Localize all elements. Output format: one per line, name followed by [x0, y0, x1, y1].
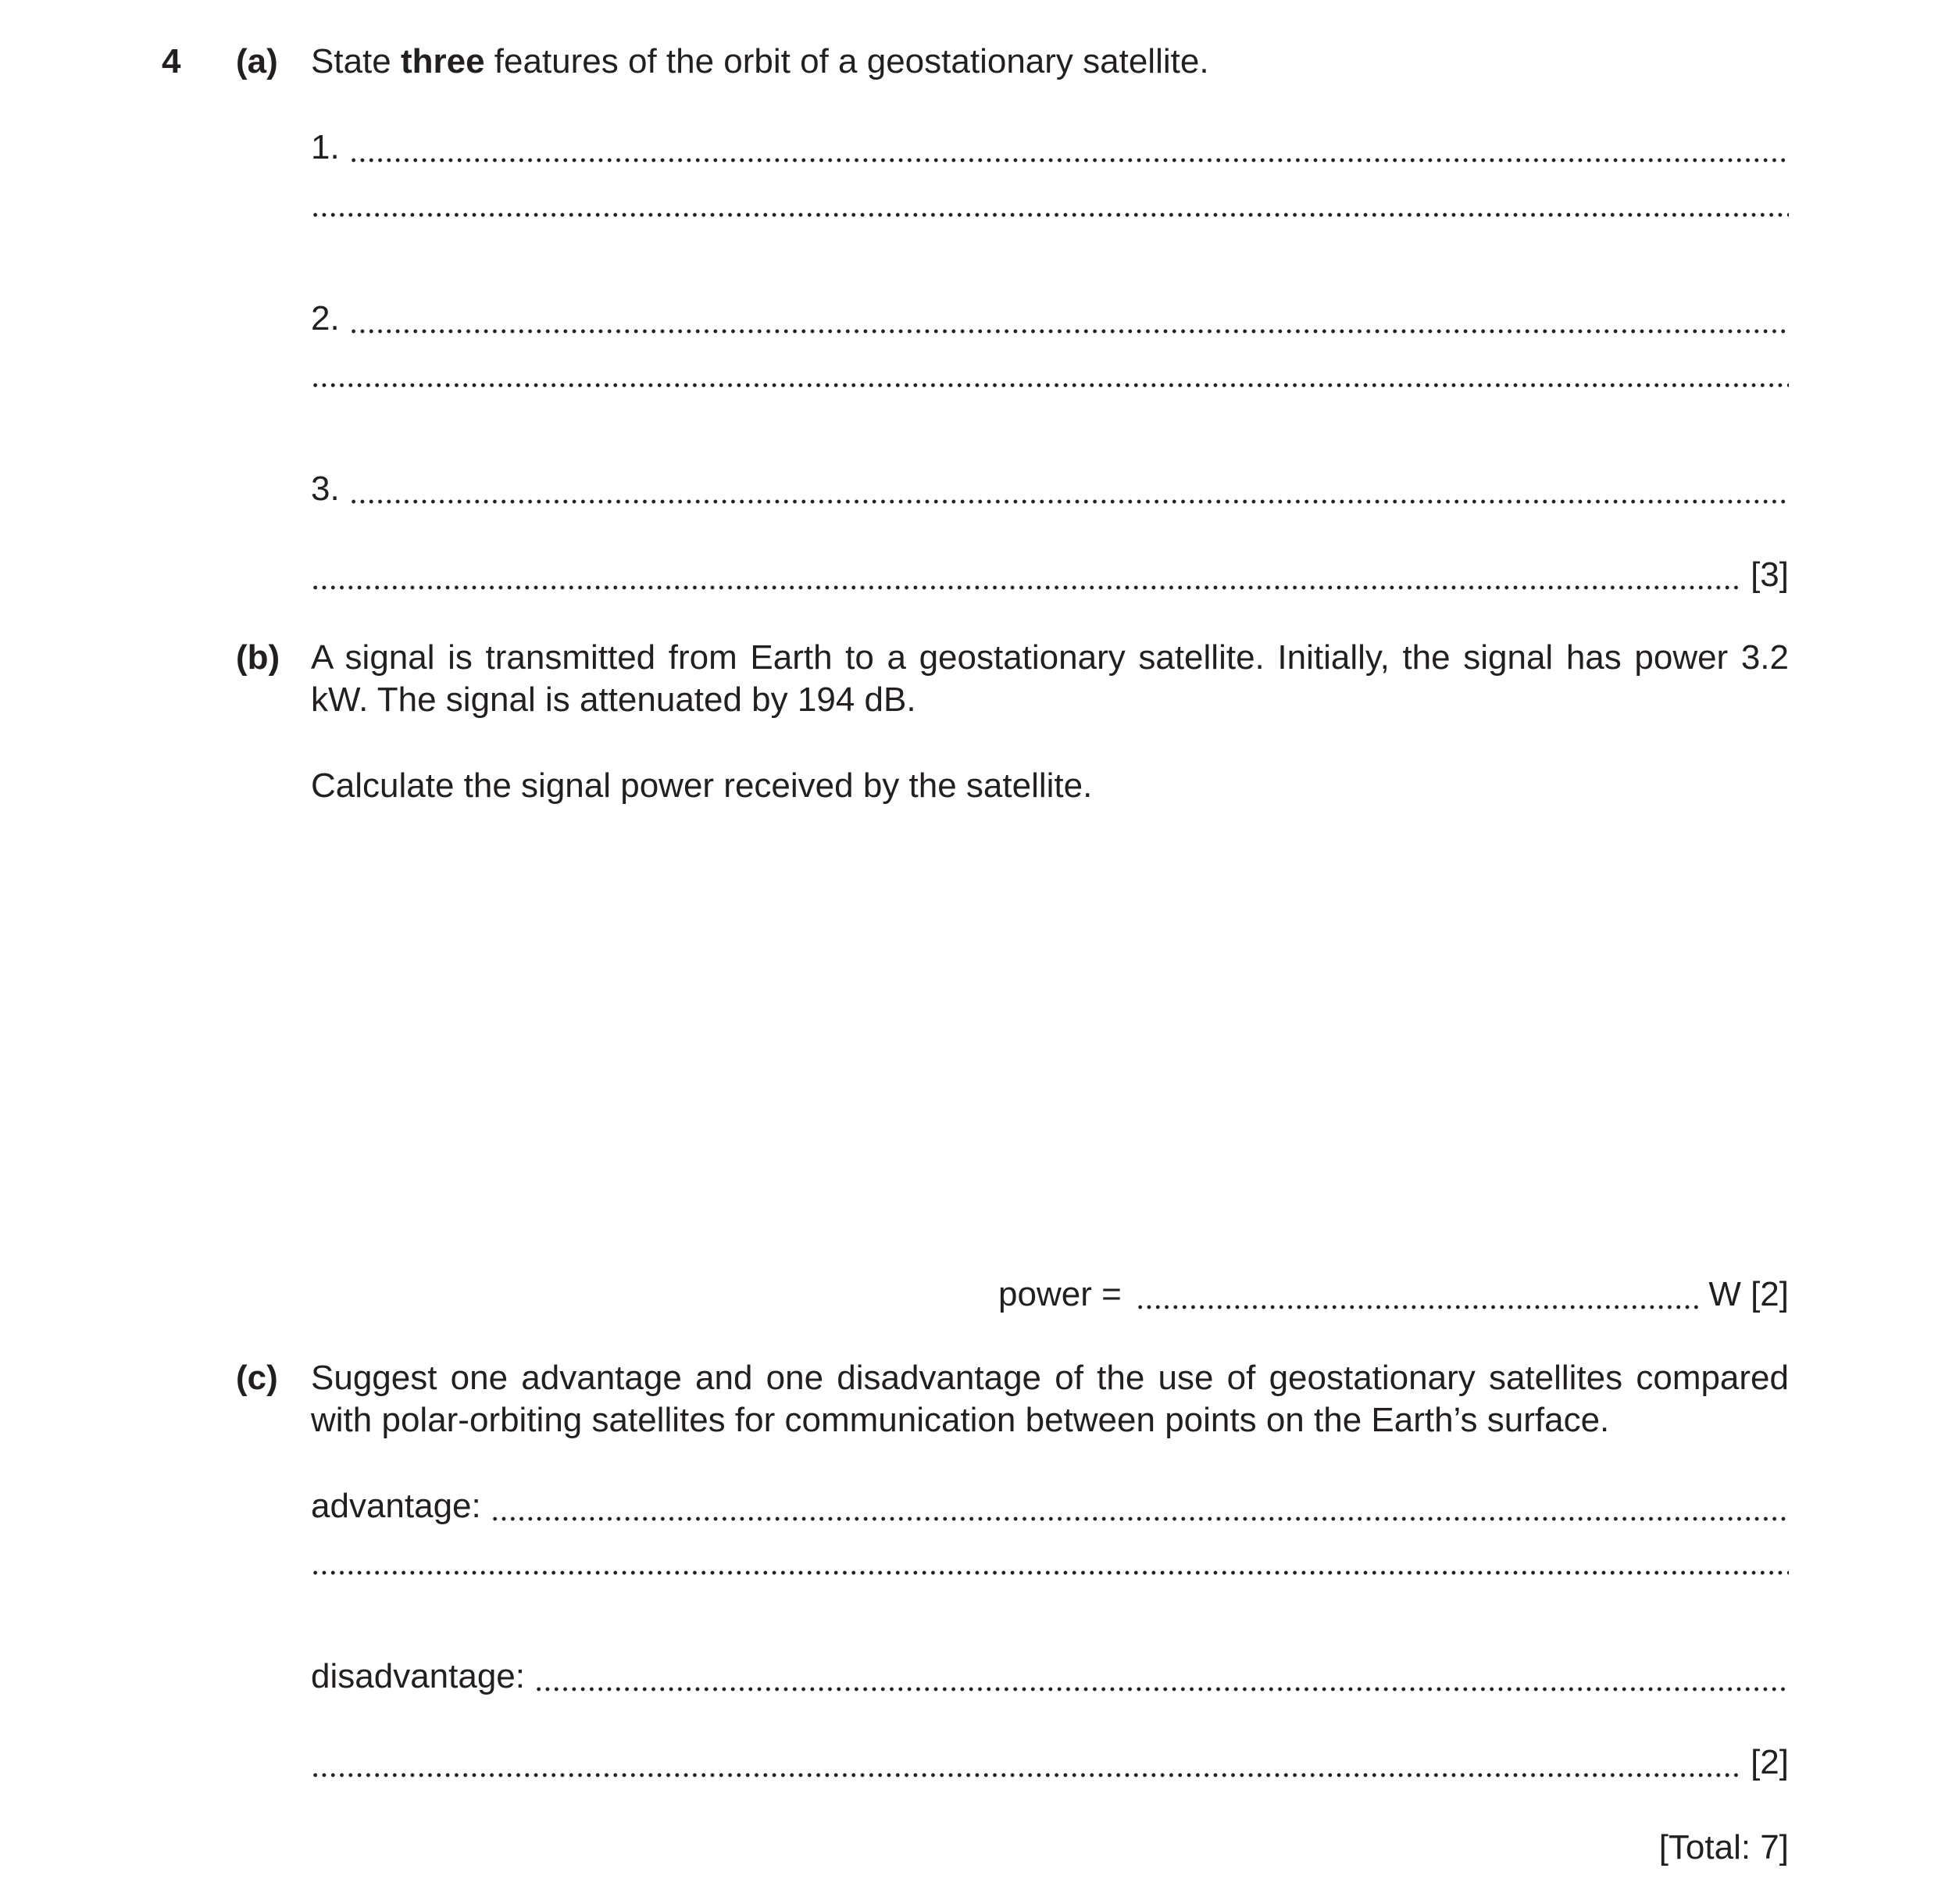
total-marks: [Total: 7] — [1658, 1828, 1789, 1866]
part-a-stem — [311, 41, 1789, 83]
part-a-stem-post: features of the orbit of a geostationary satellite. — [484, 42, 1209, 80]
answer-line-a3-cont[interactable] — [311, 554, 1789, 596]
dotted-line — [311, 585, 1743, 590]
disadvantage-label: disadvantage: — [311, 1657, 525, 1695]
part-a-stem-bold: three — [400, 42, 485, 80]
dotted-line — [1136, 1305, 1701, 1309]
answer-line-a2[interactable] — [311, 298, 1789, 340]
answer-line-a1[interactable] — [311, 127, 1789, 169]
answer-line-a1-cont[interactable] — [311, 213, 1789, 223]
answer-line-a3[interactable] — [311, 468, 1789, 510]
dotted-line — [491, 1516, 1789, 1521]
dotted-line — [349, 329, 1789, 334]
disadvantage-line-cont[interactable] — [311, 1741, 1789, 1784]
disadvantage-line[interactable] — [311, 1656, 1789, 1698]
part-a-marks: [3] — [1751, 555, 1789, 594]
part-c-label: (c) — [236, 1359, 278, 1397]
part-c-stem: Suggest one advantage and one disadvantage of the use of geostationary satellites compared with polar-orbiting satellites for communication between points on the Earth’s surface. — [311, 1359, 1789, 1439]
dotted-line — [349, 499, 1789, 504]
dotted-line — [349, 158, 1789, 163]
answer-prefix-2: 2. — [311, 299, 340, 338]
part-b-instruction: Calculate the signal power received by the satellite. — [311, 766, 1093, 805]
advantage-label: advantage: — [311, 1487, 481, 1525]
part-b-label: (b) — [236, 638, 280, 677]
question-number: 4 — [162, 42, 181, 80]
power-answer-line[interactable] — [998, 1274, 1789, 1316]
dotted-line — [311, 1570, 1789, 1575]
advantage-line[interactable] — [311, 1485, 1789, 1527]
power-label: power = — [998, 1275, 1122, 1313]
dotted-line — [534, 1687, 1789, 1691]
dotted-line — [311, 383, 1789, 388]
part-b-stem: A signal is transmitted from Earth to a geostationary satellite. Initially, the signal has power 3.2 kW. The signal is attenuated by 194 dB. — [311, 638, 1789, 719]
power-unit-marks: W [2] — [1708, 1275, 1789, 1313]
dotted-line — [311, 1773, 1743, 1777]
dotted-line — [311, 213, 1789, 217]
advantage-line-cont[interactable] — [311, 1570, 1789, 1581]
answer-prefix-1: 1. — [311, 128, 340, 166]
part-a-stem-pre: State — [311, 42, 401, 80]
answer-line-a2-cont[interactable] — [311, 383, 1789, 394]
part-c-marks: [2] — [1751, 1743, 1789, 1781]
part-a-label: (a) — [236, 42, 278, 80]
answer-prefix-3: 3. — [311, 470, 340, 508]
